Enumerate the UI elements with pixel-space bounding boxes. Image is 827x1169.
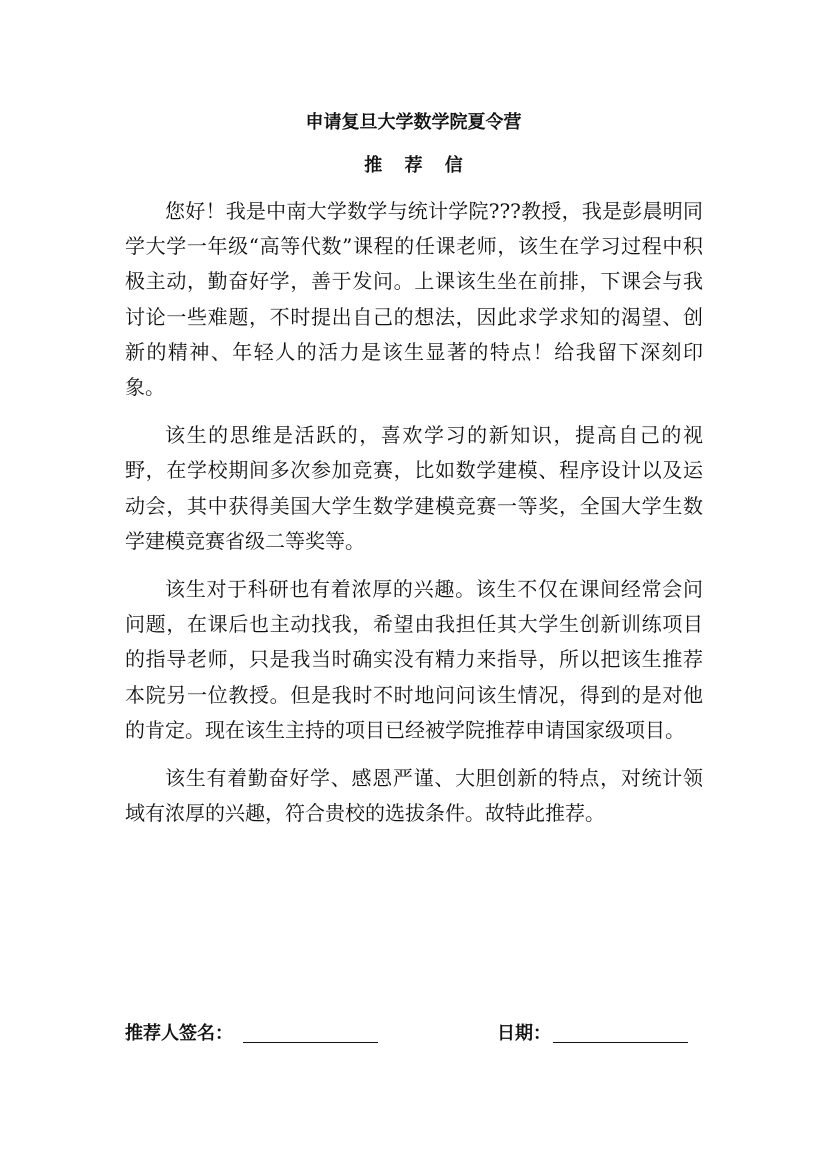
document-title: 申请复旦大学数学院夏令营 (305, 112, 522, 133)
paragraph-4: 该生有着勤奋好学、感恩严谨、大胆创新的特点，对统计领域有浓厚的兴趣，符合贵校的选拔条件。故特此推荐。 (125, 766, 703, 826)
paragraph-1: 您好！我是中南大学数学与统计学院???教授，我是彭晨明同学大学一年级“高等代数”课程的任课老师，该生在学习过程中积极主动，勤奋好学，善于发问。上课该生坐在前排，下课会与我讨论一些难题，不时提出自己的想法，因此求学求知的渴望、创新的精神、年轻人的活力是该生显著的特点！给我留下深刻印象。 (125, 199, 703, 400)
document-subtitle: 推 荐 信 (364, 155, 471, 176)
paragraph-2: 该生的思维是活跃的，喜欢学习的新知识，提高自己的视野，在学校期间多次参加竞赛，比如数学建模、程序设计以及运动会，其中获得美国大学生数学建模竞赛一等奖，全国大学生数学建模竞赛省级二等奖等。 (125, 423, 703, 553)
signature-label: 推荐人签名： (125, 1023, 233, 1044)
paragraph-3: 该生对于科研也有着浓厚的兴趣。该生不仅在课间经常会问问题，在课后也主动找我，希望由我担任其大学生创新训练项目的指导老师，只是我当时确实没有精力来指导，所以把该生推荐本院另一位教授。但是我时不时地问问该生情况，得到的是对他的肯定。现在该生主持的项目已经被学院推荐申请国家级项目。 (125, 577, 703, 742)
signature-line (243, 1042, 378, 1043)
signature-row (125, 1020, 705, 1048)
date-line (553, 1042, 688, 1043)
date-label: 日期： (497, 1023, 551, 1044)
letter-body (125, 194, 703, 844)
